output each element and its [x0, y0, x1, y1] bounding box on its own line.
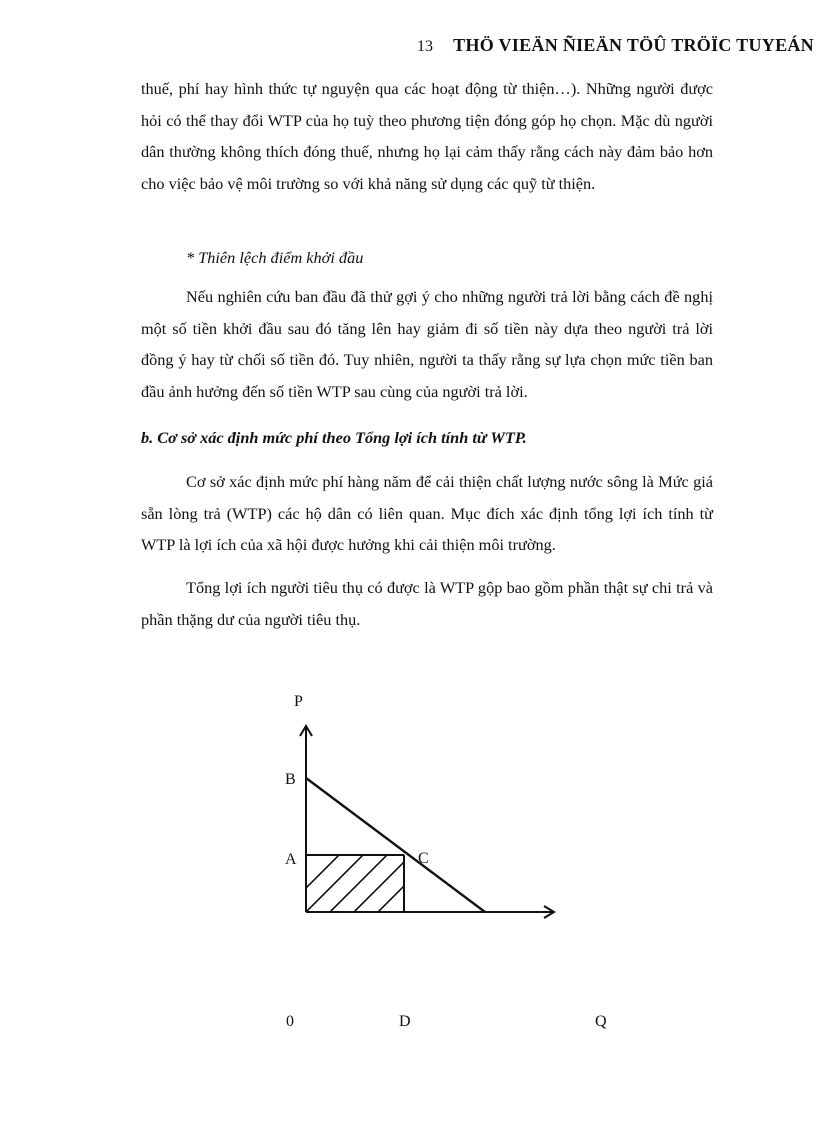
- section-heading-text: b. Cơ sở xác định mức phí theo Tổng lợi ích tính từ WTP.: [141, 428, 527, 447]
- label-p: P: [294, 693, 303, 710]
- paragraph-text: Cơ sở xác định mức phí hàng năm để cải thiện chất lượng nước sông là Mức giá sẵn lòng trả (WTP) các hộ dân có liên quan. Mục đích xác định tổng lợi ích tính từ WTP là lợi ích của xã hội được hưởng khi cải thiện môi trường.: [141, 472, 713, 554]
- page-number: 13: [417, 38, 433, 55]
- paragraph-starting-point: [141, 281, 713, 407]
- paragraph-text: thuế, phí hay hình thức tự nguyện qua các hoạt động từ thiện…). Những người được hỏi có thể thay đổi WTP của họ tuỳ theo phương tiện đóng góp họ chọn. Mặc dù người dân thường không thích đóng thuế, nhưng họ lại cảm thấy rằng cách này đảm bảo hơn cho việc bảo vệ môi trường so với khả năng sử dụng các quỹ từ thiện.: [141, 79, 713, 193]
- subheading-text: * Thiên lệch điểm khởi đầu: [186, 248, 364, 267]
- label-a: A: [285, 851, 297, 868]
- demand-line: [306, 778, 485, 912]
- paragraph-total-benefit: [141, 572, 713, 635]
- section-heading: [141, 422, 713, 454]
- paragraph-contribution-vehicle: [141, 73, 713, 199]
- paragraph-text: Nếu nghiên cứu ban đầu đã thử gợi ý cho những người trả lời bằng cách đề nghị một số tiền khởi đầu sau đó tăng lên hay giảm đi số tiền này dựa theo người trả lời đồng ý hay từ chối số tiền đó. Tuy nhiên, người ta thấy rằng sự lựa chọn mức tiền ban đầu ảnh hưởng đến số tiền WTP sau cùng của người trả lời.: [141, 287, 713, 401]
- label-q: Q: [595, 1013, 607, 1030]
- running-header: THÖ VIEÄN ÑIEÄN TÖÛ TRÖÏC TUYEÁN: [453, 35, 814, 55]
- subheading-starting-point-bias: [141, 242, 713, 274]
- label-d: D: [399, 1013, 411, 1030]
- paragraph-text: Tổng lợi ích người tiêu thụ có được là WTP gộp bao gồm phần thật sự chi trả và phần thặng dư của người tiêu thụ.: [141, 578, 713, 629]
- demand-curve-diagram: [270, 680, 630, 1040]
- paragraph-fee-basis: [141, 466, 713, 561]
- label-b: B: [285, 771, 296, 788]
- label-origin: 0: [286, 1013, 294, 1030]
- label-c: C: [418, 850, 429, 867]
